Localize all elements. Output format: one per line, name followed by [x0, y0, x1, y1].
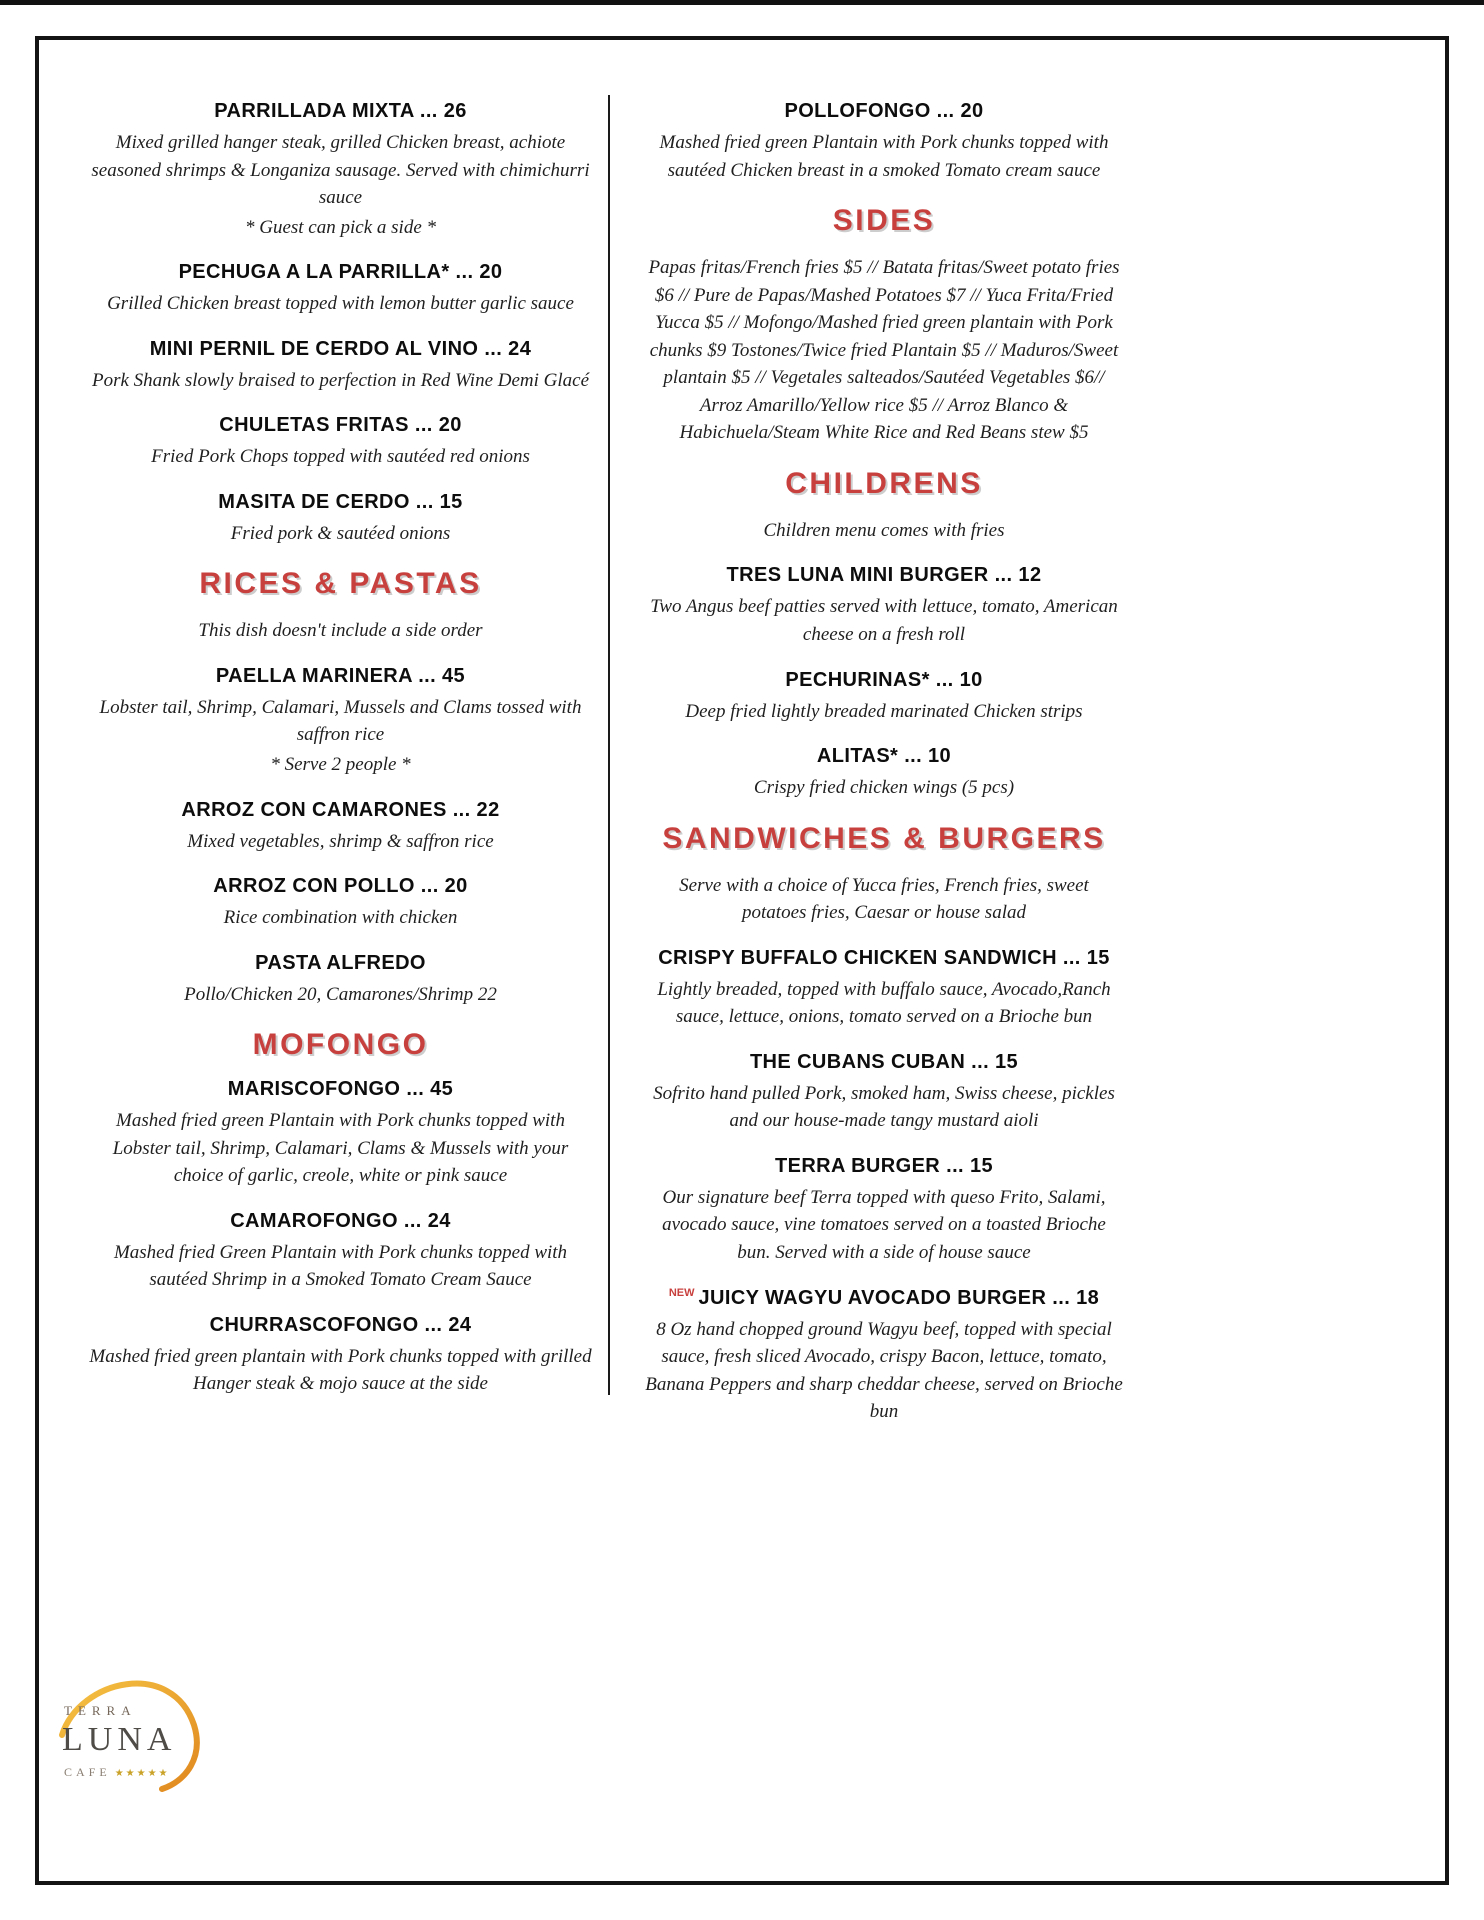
menu-item — [645, 1155, 1123, 1267]
menu-item-name-price: PARRILLADA MIXTA ... 26 — [214, 100, 467, 122]
menu-item-title — [645, 745, 1123, 768]
menu-item-title — [88, 414, 593, 437]
menu-item-description: Mashed fried green Plantain with Pork chunks topped with sautéed Chicken breast in a smoked Tomato cream sauce — [659, 132, 1109, 181]
menu-item-name-price: THE CUBANS CUBAN ... 15 — [749, 1050, 1019, 1073]
menu-item-name-price: TRES LUNA MINI BURGER ... 12 — [726, 564, 1042, 587]
menu-item — [88, 338, 593, 395]
menu-item-description: Mixed grilled hanger steak, grilled Chicken breast, achiote seasoned shrimps & Longaniza sausage. Served with chimichurri sauce — [91, 132, 590, 209]
section-description: Papas fritas/French fries $5 // Batata fritas/Sweet potato fries $6 // Pure de Papas/Mashed Potatoes $7 // Yuca Frita/Fried Yucca $5 // Mofongo/Mashed fried green plantain with Pork chunks $9 Tostones/Twice fried Plantain $5 // Maduros/Sweet plantain $5 // Vegetales salteados/Sautéed Vegetables $6// Arroz Amarillo/Yellow rice $5 // Arroz Blanco & Habichuela/Steam White Rice and Red Beans stew $5 — [648, 257, 1120, 444]
menu-item-description: Our signature beef Terra topped with queso Frito, Salami, avocado sauce, vine tomatoes served on a toasted Brioche bun. Served with a side of house sauce — [662, 1186, 1106, 1264]
section-description: Children menu comes with fries — [763, 519, 1005, 541]
menu-item — [88, 665, 593, 779]
menu-item-title — [88, 338, 593, 361]
menu-column-left — [88, 100, 593, 1418]
menu-item-title — [88, 1078, 593, 1101]
menu-item — [645, 564, 1123, 648]
section-heading: MOFONGO — [252, 1028, 429, 1062]
menu-item-description: Sofrito hand pulled Pork, smoked ham, Swiss cheese, pickles and our house-made tangy mustard aioli — [653, 1082, 1115, 1132]
menu-item — [88, 414, 593, 471]
menu-item-title — [88, 875, 593, 898]
menu-item-title — [645, 1287, 1123, 1310]
menu-item-description: Rice combination with chicken — [223, 907, 458, 929]
menu-item — [645, 100, 1123, 184]
section-heading: SANDWICHES & BURGERS — [662, 821, 1106, 855]
menu-item-title — [88, 491, 593, 514]
menu-item-title — [88, 952, 593, 975]
menu-item-title — [645, 100, 1123, 123]
menu-item-name-price: MINI PERNIL DE CERDO AL VINO ... 24 — [149, 337, 532, 360]
menu-item-description: Two Angus beef patties served with lettuce, tomato, American cheese on a fresh roll — [650, 596, 1118, 646]
menu-item-title — [645, 564, 1123, 587]
menu-item-name-price: JUICY WAGYU AVOCADO BURGER ... 18 — [698, 1286, 1100, 1309]
section-heading: CHILDRENS — [785, 466, 983, 500]
menu-item — [645, 1051, 1123, 1135]
logo-text — [64, 1703, 176, 1781]
menu-item-title — [645, 669, 1123, 692]
menu-item-title — [88, 665, 593, 688]
menu-item-description: Mashed fried Green Plantain with Pork chunks topped with sautéed Shrimp in a Smoked Tomato Cream Sauce — [113, 1241, 568, 1291]
menu-item-description: Pollo/Chicken 20, Camarones/Shrimp 22 — [184, 983, 497, 1005]
menu-item-name-price: MARISCOFONGO ... 45 — [227, 1078, 454, 1101]
menu-item-name-price: CRISPY BUFFALO CHICKEN SANDWICH ... 15 — [658, 946, 1110, 969]
menu-item-description: Mixed vegetables, shrimp & saffron rice — [187, 830, 494, 852]
menu-item-name-price: MASITA DE CERDO ... 15 — [218, 490, 463, 513]
menu-item — [88, 799, 593, 856]
menu-item-title — [88, 100, 593, 123]
section-description: This dish doesn't include a side order — [198, 620, 483, 642]
menu-item — [88, 100, 593, 241]
menu-item-title — [88, 1210, 593, 1233]
menu-item-note: * Guest can pick a side * — [244, 216, 436, 238]
menu-item-name-price: PAELLA MARINERA ... 45 — [215, 664, 466, 687]
menu-item — [645, 947, 1123, 1031]
menu-item-description: Crispy fried chicken wings (5 pcs) — [753, 777, 1015, 799]
section-heading: RICES & PASTAS — [199, 567, 482, 601]
logo — [52, 1665, 222, 1815]
menu-item-description: Lightly breaded, topped with buffalo sauce, Avocado,Ranch sauce, lettuce, onions, tomato served on a Brioche bun — [657, 978, 1111, 1028]
logo-stars: ★★★★★ — [114, 1768, 170, 1779]
menu-item-name-price: PECHURINAS* ... 10 — [785, 668, 983, 691]
menu-item — [88, 1314, 593, 1398]
menu-item — [88, 952, 593, 1009]
new-badge: NEW — [668, 1286, 695, 1299]
menu-item-name-price: CHURRASCOFONGO ... 24 — [209, 1313, 472, 1336]
menu-item-description: Mashed fried green plantain with Pork chunks topped with grilled Hanger steak & mojo sauce at the side — [89, 1345, 592, 1395]
top-edge-line — [0, 0, 1484, 5]
logo-terra: TERRA — [64, 1703, 137, 1718]
menu-item — [645, 745, 1123, 802]
menu-item-description: Pork Shank slowly braised to perfection in Red Wine Demi Glacé — [91, 369, 590, 391]
menu-item — [88, 875, 593, 932]
menu-column-right — [645, 100, 1123, 1446]
menu-item-name-price: POLLOFONGO ... 20 — [784, 100, 984, 122]
menu-item-description: Lobster tail, Shrimp, Calamari, Mussels and Clams tossed with saffron rice — [99, 696, 582, 746]
menu-item-name-price: ALITAS* ... 10 — [816, 745, 952, 768]
menu-item-name-price: ARROZ CON POLLO ... 20 — [213, 875, 468, 898]
section-description: Serve with a choice of Yucca fries, French fries, sweet potatoes fries, Caesar or house salad — [679, 874, 1089, 924]
menu-item — [88, 1078, 593, 1190]
menu-item — [645, 1287, 1123, 1426]
column-divider — [608, 95, 610, 1395]
menu-item-name-price: CHULETAS FRITAS ... 20 — [219, 414, 462, 437]
menu-item-description: 8 Oz hand chopped ground Wagyu beef, topped with special sauce, fresh sliced Avocado, crispy Bacon, lettuce, tomato, Banana Peppers and sharp cheddar cheese, served on Brioche bun — [645, 1318, 1123, 1423]
menu-item-title — [645, 1051, 1123, 1074]
menu-item — [88, 491, 593, 548]
logo-luna: LUNA — [62, 1721, 177, 1758]
menu-item-description: Mashed fried green Plantain with Pork chunks topped with Lobster tail, Shrimp, Calamari, Clams & Mussels with your choice of garlic, creole, white or pink sauce — [112, 1110, 569, 1187]
section-heading: SIDES — [832, 204, 936, 238]
menu-item-note: * Serve 2 people * — [270, 754, 411, 776]
menu-item-title — [645, 947, 1123, 970]
menu-item-description: Deep fried lightly breaded marinated Chicken strips — [685, 700, 1083, 722]
menu-item — [88, 261, 593, 318]
menu-item-description: Fried pork & sautéed onions — [230, 522, 451, 544]
menu-item-title — [88, 261, 593, 284]
menu-item-name-price: TERRA BURGER ... 15 — [774, 1154, 993, 1177]
logo-cafe: CAFE — [64, 1765, 111, 1779]
menu-item — [88, 1210, 593, 1294]
menu-item-name-price: PASTA ALFREDO — [255, 951, 426, 974]
menu-item-description: Fried Pork Chops topped with sautéed red onions — [151, 446, 530, 468]
menu-item-name-price: CAMAROFONGO ... 24 — [230, 1209, 451, 1232]
menu-item-title — [645, 1155, 1123, 1178]
menu-item-name-price: PECHUGA A LA PARRILLA* ... 20 — [178, 261, 503, 284]
menu-item-title — [88, 799, 593, 822]
menu-item-title — [88, 1314, 593, 1337]
menu-item-name-price: ARROZ CON CAMARONES ... 22 — [181, 798, 500, 821]
menu-item — [645, 669, 1123, 726]
menu-item-description: Grilled Chicken breast topped with lemon butter garlic sauce — [107, 293, 574, 315]
